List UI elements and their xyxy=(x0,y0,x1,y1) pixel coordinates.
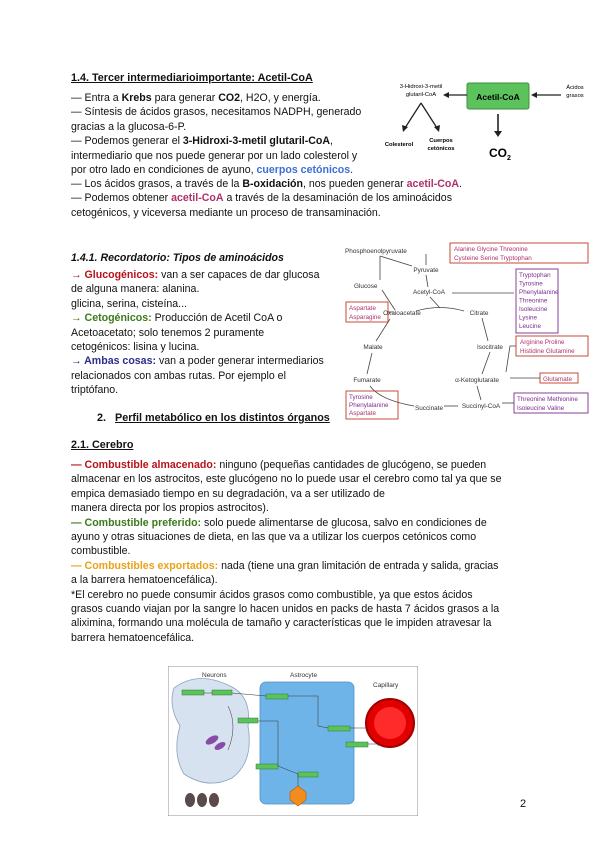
succ-aa-1: Threonine Methionine xyxy=(517,396,578,403)
oaa-label: Oxaloacetate xyxy=(383,310,421,317)
fum-to-malate xyxy=(367,353,372,374)
preferred-fuel-line-2: ayuno y otras situaciones de dieta, en las que va a utilizar los cuerpos cetónicos como xyxy=(71,531,477,544)
fatty-acids-label-2: grasos xyxy=(566,93,584,99)
pyr-to-acetyl xyxy=(426,275,428,287)
isocitrate-label: Isocitrate xyxy=(477,344,503,351)
section-1-4-body-2 xyxy=(71,177,511,220)
malate-label: Malate xyxy=(363,344,383,351)
acetyl-coa-diagram xyxy=(385,76,585,166)
glucogenic-line-2: de alguna manera: alanina. xyxy=(71,283,200,296)
acetyl-aa-3: Phenylalanine xyxy=(519,289,559,296)
hmg-label-2: glutaril-CoA xyxy=(405,92,437,98)
bullet-krebs: — Entra a Krebs para generar CO2, H2O, y energía. xyxy=(71,92,321,104)
transporter-3 xyxy=(266,694,288,699)
brain-metabolism-figure xyxy=(168,666,418,816)
fatty-acids-label-1: Ácidos xyxy=(566,85,584,91)
acetyl-aa-1: Tryptophan xyxy=(519,272,551,279)
transporter-7 xyxy=(256,764,278,769)
hmg-label-1: 3-Hidroxi-3-metil xyxy=(399,84,443,90)
transporter-4 xyxy=(238,718,258,723)
glucose-label: Glucose xyxy=(354,283,378,290)
glucogenic-line-1: → Glucogénicos: van a ser capaces de dar glucosa xyxy=(71,269,320,281)
ketogenic-line-1: → Cetogénicos: Producción de Acetil CoA o xyxy=(71,312,283,325)
acetyl-aa-2: Tyrosine xyxy=(519,280,543,288)
section-title-2-1: 2.1. Cerebro xyxy=(71,439,134,451)
co2-subscript: 2 xyxy=(507,155,511,162)
amino-types-body xyxy=(71,268,351,398)
astrocyte-label: Astrocyte xyxy=(290,672,318,679)
arrow-to-ketone xyxy=(421,103,437,128)
stored-fuel-line-2: almacenar en los astrocitos, este glucógeno no lo puede usar el cerebro como tal ya que se xyxy=(71,473,502,486)
box-oaa-line-1: Aspartate xyxy=(349,305,376,312)
both-line-3: triptófano. xyxy=(71,384,119,397)
preferred-fuel-line-3: combustible. xyxy=(71,545,131,558)
receptor-2 xyxy=(197,793,207,807)
section-2-title: Perfil metabólico en los distintos órganos xyxy=(115,412,330,424)
arrow-head-co2 xyxy=(494,131,502,137)
capillary-inner xyxy=(374,707,406,739)
succ-aa-2: Isoleucine Valine xyxy=(517,405,565,412)
brain-body xyxy=(71,458,531,645)
acetyl-aa-6: Lysine xyxy=(519,314,537,322)
transporter-2 xyxy=(212,690,232,695)
bullet-hmg-3: por otro lado en condiciones de ayuno, cuerpos cetónicos. xyxy=(71,164,354,177)
arrow-head-fatty xyxy=(531,92,537,98)
box-akg-line-2: Histidine Glutamine xyxy=(520,348,575,355)
pep-arrows xyxy=(380,256,412,280)
succcoa-label: Succinyl-CoA xyxy=(461,403,501,410)
citrate-to-iso xyxy=(482,318,488,341)
section-title-1-4: 1.4. Tercer intermediarioimportante: Acetil-CoA xyxy=(71,72,313,84)
capillary-label: Capillary xyxy=(373,682,399,689)
box-glu-label: Glutamate xyxy=(543,376,573,383)
fum-aa-1: Tyrosine xyxy=(349,394,373,401)
acetylcoa-label: Acetyl-CoA xyxy=(413,289,445,296)
co2-label: CO xyxy=(489,146,507,160)
arrow-to-chol xyxy=(405,103,421,128)
amino-acid-cycle-diagram xyxy=(340,240,590,424)
box-pyr-line-1: Alanine Glycine Threonine xyxy=(454,246,528,253)
neurons-label: Neurons xyxy=(202,672,227,679)
acetyl-coa-label: Acetil-CoA xyxy=(476,92,520,102)
both-line-2: relacionados con ambas rutas. Por ejemplo el xyxy=(71,369,286,382)
glucogenic-line-3: glicina, serina, cisteína... xyxy=(71,297,187,310)
section-2-number: 2. xyxy=(97,412,107,424)
fumarate-label: Fumarate xyxy=(353,377,381,384)
pyruvate-label: Pyruvate xyxy=(413,267,439,274)
ketogenic-line-2: Acetoacetato; solo tenemos 2 puramente xyxy=(71,326,265,339)
transporter-5 xyxy=(328,726,350,731)
akg-label: α-Ketoglutarate xyxy=(455,377,499,384)
bullet-b-oxidation: — Los ácidos grasos, a través de la B-oxidación, nos pueden generar acetil-CoA. xyxy=(71,178,462,190)
oaa-to-glucose xyxy=(382,290,395,310)
note-line-3: aliximina, formando una molécula de tamaño y características que le impiden atravesar la xyxy=(71,617,492,630)
box-oaa-line-2: Asparagine xyxy=(349,314,381,321)
box-akg-line-1: Arginine Proline xyxy=(520,339,565,346)
oaa-to-citrate xyxy=(416,308,464,312)
bullet-fatty-synthesis-2: gracias a la glucosa-6-P. xyxy=(71,120,187,133)
acetyl-aa-4: Threonine xyxy=(519,297,548,305)
transporter-6 xyxy=(346,742,368,747)
bullet-fatty-synthesis-1: — Síntesis de ácidos grasos, necesitamos NADPH, generado xyxy=(71,106,362,119)
acetyl-aa-7: Leucine xyxy=(519,323,542,330)
fum-aa-3: Aspartate xyxy=(349,410,376,417)
both-line-1: → Ambas cosas: van a poder generar intermediarios xyxy=(71,355,324,368)
ketone-label-2: cetónicos xyxy=(427,146,455,152)
citrate-label: Citrate xyxy=(469,310,489,317)
box-pyr-line-2: Cysteine Serine Tryptophan xyxy=(454,255,532,262)
bullet-hmg-2: intermediario que nos puede generar por un lado colesterol y xyxy=(71,149,358,162)
akg-to-succcoa xyxy=(477,386,481,400)
stored-fuel-line-1: — Combustible almacenado: ninguno (pequeñas cantidades de glucógeno, se pueden xyxy=(71,459,487,471)
preferred-fuel-line-1: — Combustible preferido: solo puede alimentarse de glucosa, salvo en condiciones de xyxy=(71,516,487,529)
arrow-head-chol xyxy=(402,125,408,132)
stored-fuel-line-3: empica demasiado tiempo en su degradación, va a ser utilizado de xyxy=(71,487,385,500)
page-number: 2 xyxy=(520,798,527,810)
stored-fuel-line-4: manera directa por los propios astrocitos). xyxy=(71,502,269,515)
astrocyte-shape xyxy=(260,682,354,804)
pep-label: Phosphoenolpyruvate xyxy=(345,248,407,255)
ketone-label-1: Cuerpos xyxy=(429,138,453,144)
exported-fuel-line-1: — Combustibles exportados: nada (tiene una gran limitación de entrada y salida, gracias xyxy=(71,559,499,572)
iso-to-akg xyxy=(482,352,490,374)
arrow-head-hmg xyxy=(443,92,449,98)
note-line-1: *El cerebro no puede consumir ácidos grasos como combustible, ya que estos ácidos xyxy=(71,588,473,601)
transporter-1 xyxy=(182,690,204,695)
fum-aa-2: Phenylalanine xyxy=(349,402,389,409)
note-line-2: grasos cuando viajan por la sangre lo hacen unidos en packs de hasta 7 ácidos grasos a la xyxy=(71,603,500,616)
acetyl-aa-5: Isoleucine xyxy=(519,306,548,313)
succinate-label: Succinate xyxy=(414,405,444,412)
ketogenic-line-3: cetogénicos: lisina y lucina. xyxy=(71,341,200,354)
note-line-4: barrera hematoencefálica. xyxy=(71,631,195,644)
bullet-deamination-2: cetogénicos, y viceversa mediante un proceso de transaminación. xyxy=(71,206,381,219)
section-title-1-4-1: 1.4.1. Recordatorio: Tipos de aminoácidos xyxy=(71,252,284,264)
exported-fuel-line-2: a la barrera hematoencefálica). xyxy=(71,574,218,587)
arrow-head-ketone xyxy=(434,125,440,132)
akg-aa-arrow xyxy=(506,346,516,372)
receptor-3 xyxy=(209,793,219,807)
transporter-8 xyxy=(298,772,318,777)
receptor-1 xyxy=(185,793,195,807)
section-2-heading xyxy=(97,412,330,424)
section-1-4-body xyxy=(71,91,371,177)
chol-label: Colesterol xyxy=(385,142,414,148)
bullet-deamination: — Podemos obtener acetil-CoA a través de la desaminación de los aminoácidos xyxy=(71,192,452,205)
acetyl-to-cycle xyxy=(430,297,440,308)
bullet-hmg: — Podemos generar el 3-Hidroxi-3-metil glutaril-CoA, xyxy=(71,135,333,148)
